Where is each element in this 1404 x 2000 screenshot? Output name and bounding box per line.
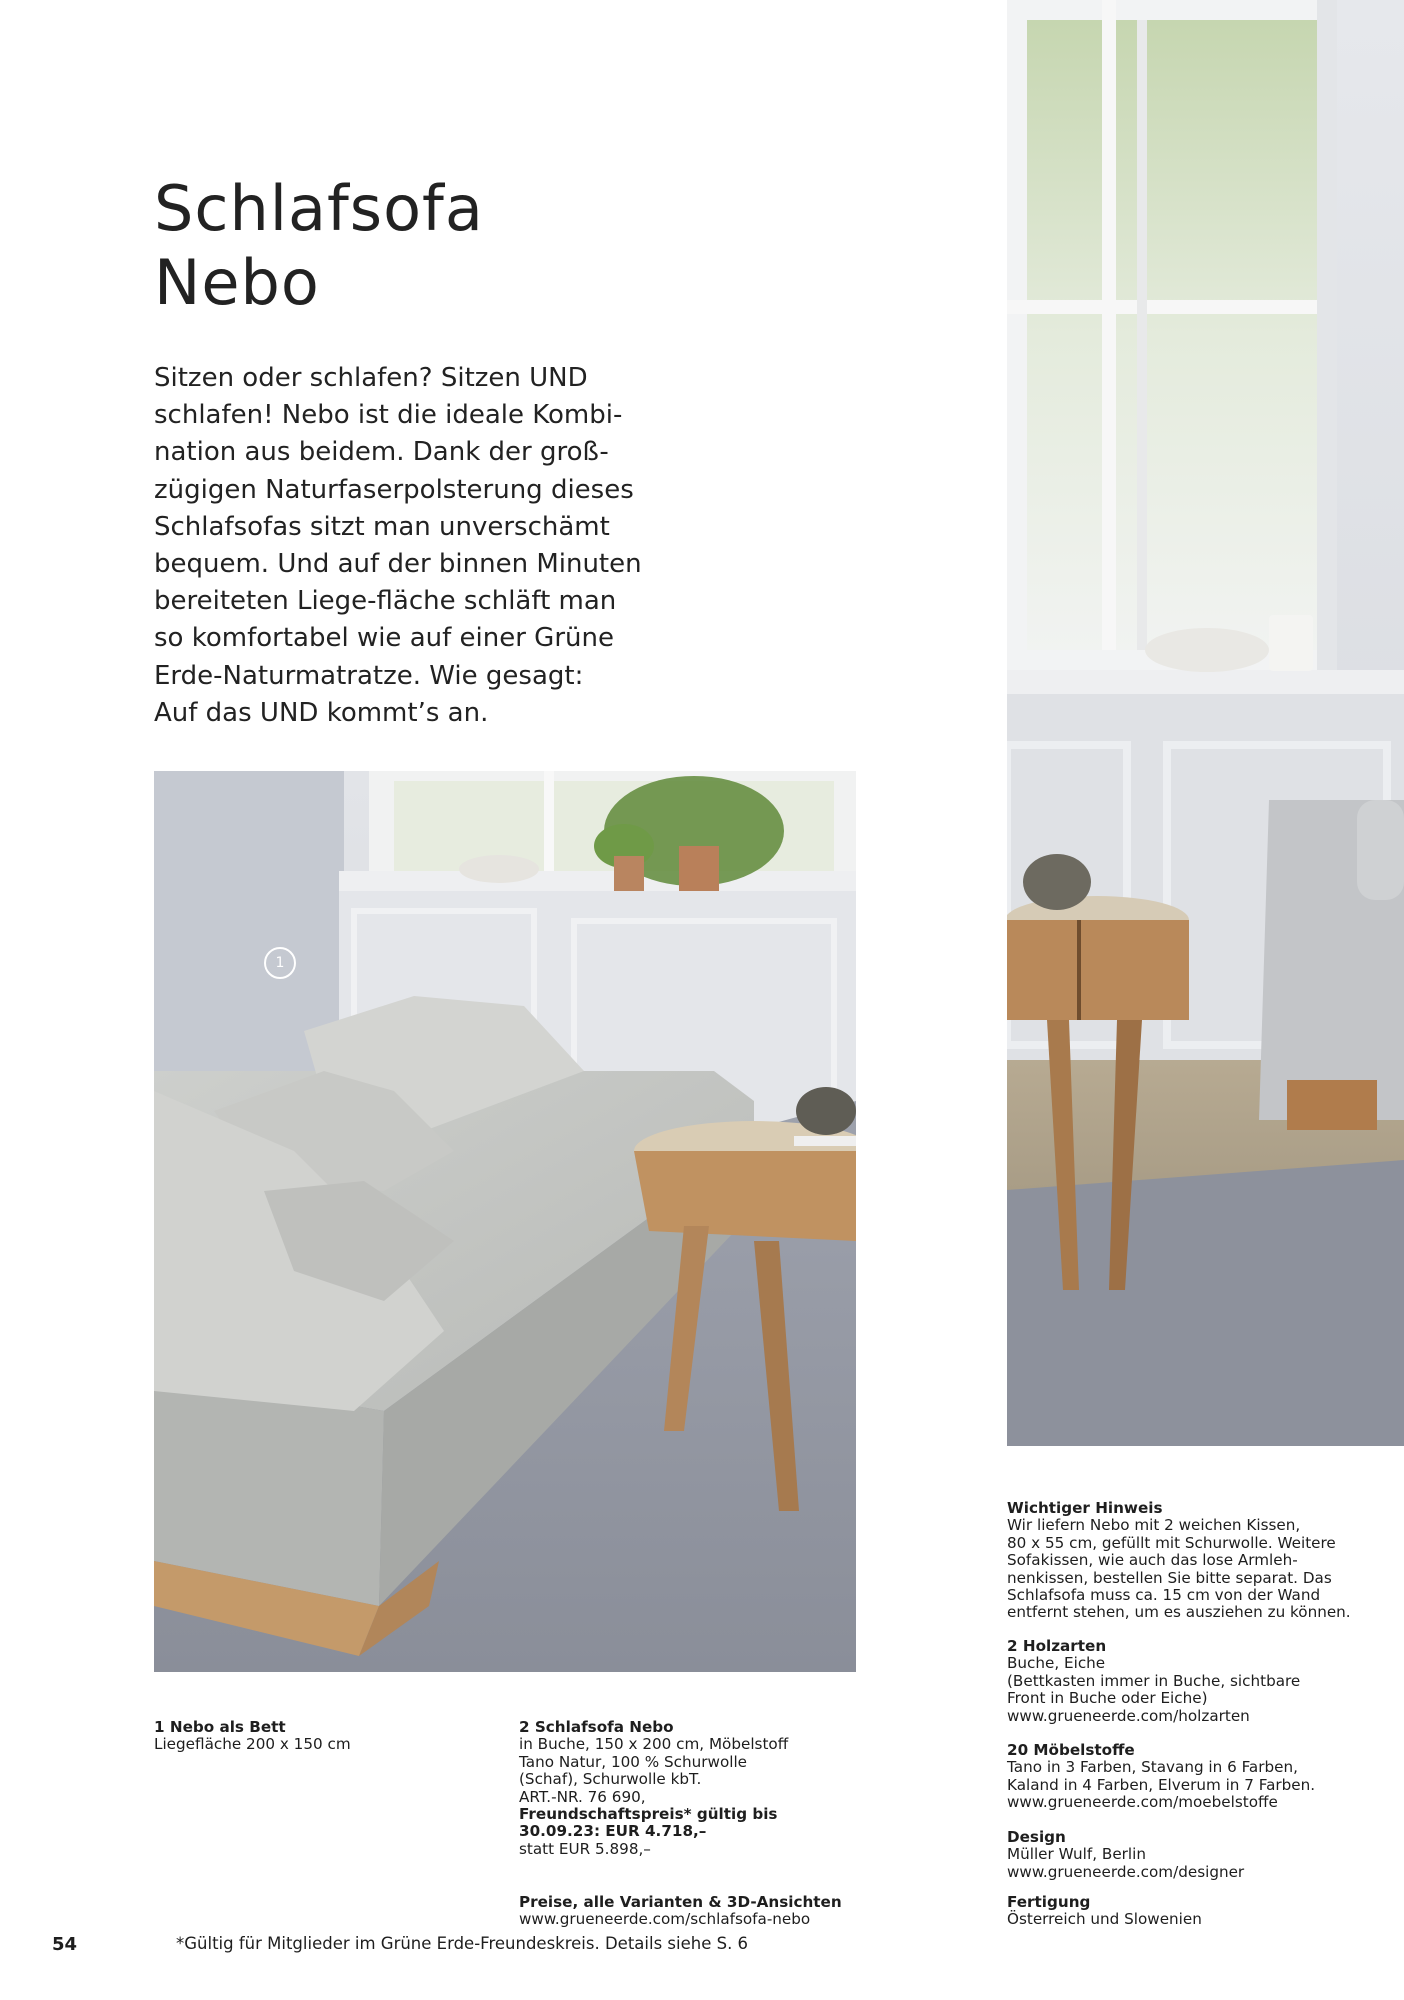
intro-line: schlafen! Nebo ist die ideale Kombi-	[154, 400, 623, 431]
caption-heading: 1 Nebo als Bett	[154, 1718, 286, 1736]
intro-line: bereiteten Liege-fläche schläft man	[154, 586, 617, 617]
hinweis-line: Wir liefern Nebo mit 2 weichen Kissen,	[1007, 1516, 1301, 1535]
design-line: Müller Wulf, Berlin	[1007, 1845, 1146, 1864]
intro-line: Schlafsofas sitzt man unverschämt	[154, 511, 610, 542]
moebelstoffe-heading: 20 Möbelstoffe	[1007, 1741, 1135, 1759]
title-line-1: Schlafsofa	[154, 172, 484, 245]
caption-nebo-als-bett	[154, 1719, 351, 1754]
design-heading: Design	[1007, 1828, 1066, 1846]
intro-line: Sitzen oder schlafen? Sitzen UND	[154, 363, 588, 393]
footnote: *Gültig für Mitglieder im Grüne Erde-Freundeskreis. Details siehe S. 6	[176, 1934, 749, 1953]
caption-line: (Schaf), Schurwolle kbT.	[519, 1770, 702, 1789]
intro-paragraph	[154, 360, 714, 732]
holzarten-line: Buche, Eiche	[1007, 1654, 1106, 1673]
friendship-price-label: Freundschaftspreis* gültig bis	[519, 1805, 778, 1824]
holzarten-block	[1007, 1638, 1300, 1725]
caption-line: Tano Natur, 100 % Schurwolle	[519, 1752, 748, 1771]
holzarten-heading: 2 Holzarten	[1007, 1637, 1107, 1655]
caption-line: in Buche, 150 x 200 cm, Möbelstoff	[519, 1735, 789, 1754]
hinweis-line: nenkissen, bestellen Sie bitte separat. Das	[1007, 1568, 1332, 1587]
caption-line: Liegefläche 200 x 150 cm	[154, 1735, 351, 1754]
hinweis-line: 80 x 55 cm, gefüllt mit Schurwolle. Weitere	[1007, 1533, 1336, 1552]
hinweis-block	[1007, 1500, 1351, 1622]
intro-line: so komfortabel wie auf einer Grüne	[154, 623, 614, 654]
variants-info	[519, 1894, 842, 1929]
fertigung-heading: Fertigung	[1007, 1893, 1091, 1911]
intro-line: Erde-Naturmatratze. Wie gesagt:	[154, 660, 584, 691]
moebelstoffe-line: Tano in 3 Farben, Stavang in 6 Farben,	[1007, 1758, 1298, 1777]
hinweis-line: entfernt stehen, um es ausziehen zu können.	[1007, 1603, 1351, 1622]
caption-heading: 2 Schlafsofa Nebo	[519, 1718, 674, 1736]
variants-heading: Preise, alle Varianten & 3D-Ansichten	[519, 1893, 842, 1911]
caption-schlafsofa-nebo	[519, 1719, 788, 1858]
moebelstoffe-line: Kaland in 4 Farben, Elverum in 7 Farben.	[1007, 1775, 1316, 1794]
page-number: 54	[52, 1934, 78, 1955]
moebelstoffe-url-link[interactable]: www.grueneerde.com/moebelstoffe	[1007, 1793, 1278, 1812]
design-block	[1007, 1829, 1244, 1881]
intro-line: zügigen Naturfaserpolsterung dieses	[154, 474, 634, 505]
intro-line: Auf das UND kommt’s an.	[154, 697, 489, 728]
fertigung-block	[1007, 1894, 1202, 1929]
intro-line: nation aus beidem. Dank der groß-	[154, 437, 609, 468]
hinweis-heading: Wichtiger Hinweis	[1007, 1499, 1163, 1517]
old-price: statt EUR 5.898,–	[519, 1839, 651, 1858]
photo-number-badge: 1	[264, 947, 296, 979]
holzarten-line: (Bettkasten immer in Buche, sichtbare	[1007, 1671, 1301, 1690]
variants-url-link[interactable]: www.grueneerde.com/schlafsofa-nebo	[519, 1910, 811, 1929]
photo-nebo-as-bed	[154, 771, 856, 1672]
page-title	[154, 172, 484, 320]
photo-room-window	[1007, 0, 1404, 1446]
hinweis-line: Schlafsofa muss ca. 15 cm von der Wand	[1007, 1586, 1321, 1605]
intro-line: bequem. Und auf der binnen Minuten	[154, 549, 642, 580]
friendship-price-value: 30.09.23: EUR 4.718,–	[519, 1822, 707, 1841]
caption-line: ART.-NR. 76 690,	[519, 1787, 646, 1806]
holzarten-line: Front in Buche oder Eiche)	[1007, 1689, 1208, 1708]
holzarten-url-link[interactable]: www.grueneerde.com/holzarten	[1007, 1706, 1250, 1725]
fertigung-line: Österreich und Slowenien	[1007, 1910, 1202, 1929]
designer-url-link[interactable]: www.grueneerde.com/designer	[1007, 1862, 1245, 1881]
moebelstoffe-block	[1007, 1742, 1315, 1812]
hinweis-line: Sofakissen, wie auch das lose Armleh-	[1007, 1551, 1298, 1570]
title-line-2: Nebo	[154, 246, 320, 319]
